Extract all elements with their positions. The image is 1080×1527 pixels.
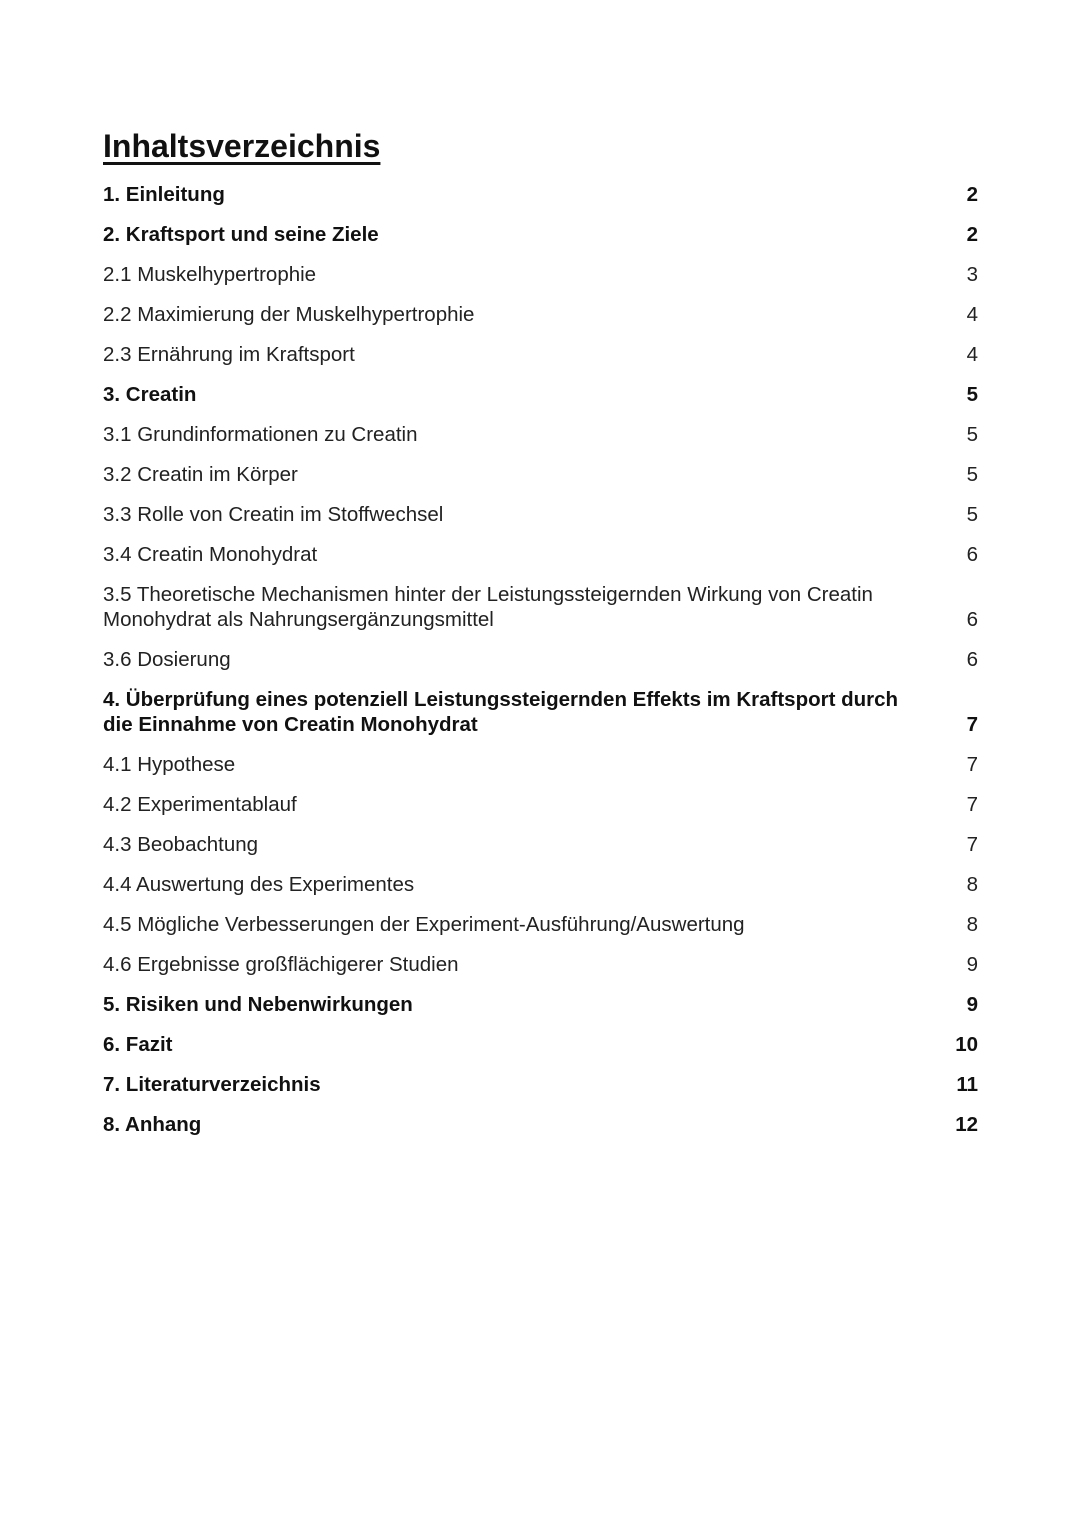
toc-entry-page-number: 5 <box>966 463 978 486</box>
toc-entry[interactable] <box>103 382 978 407</box>
toc-entry-page-number: 6 <box>966 608 978 631</box>
toc-entry-page-number: 12 <box>955 1113 978 1136</box>
toc-entry-title: 1. Einleitung <box>103 183 225 206</box>
toc-entry[interactable] <box>103 647 978 672</box>
toc-entry[interactable] <box>103 342 978 367</box>
toc-entry-title: 3.2 Creatin im Körper <box>103 463 298 486</box>
toc-entry-page-number: 5 <box>966 503 978 526</box>
toc-entry[interactable] <box>103 992 978 1017</box>
toc-entry-page-number: 9 <box>966 993 978 1016</box>
toc-entry[interactable] <box>103 832 978 857</box>
toc-entry-page-number: 9 <box>966 953 978 976</box>
toc-entry-page-number: 8 <box>966 873 978 896</box>
toc-entry-title: 3.3 Rolle von Creatin im Stoffwechsel <box>103 503 444 526</box>
document-page <box>103 126 978 1152</box>
toc-entry-title: 7. Literaturverzeichnis <box>103 1073 321 1096</box>
toc-entry-page-number: 7 <box>966 833 978 856</box>
toc-entry[interactable] <box>103 1072 978 1097</box>
toc-entry[interactable] <box>103 222 978 247</box>
toc-entry-title: 8. Anhang <box>103 1113 202 1136</box>
toc-entry[interactable] <box>103 752 978 777</box>
toc-entry-title: 6. Fazit <box>103 1033 173 1056</box>
toc-entry-page-number: 7 <box>966 713 978 736</box>
toc-entry[interactable] <box>103 952 978 977</box>
toc-entry-page-number: 11 <box>956 1073 978 1096</box>
toc-entry-title: 4.6 Ergebnisse großflächigerer Studien <box>103 953 459 976</box>
toc-entry-page-number: 10 <box>955 1033 978 1056</box>
toc-list <box>103 182 978 1137</box>
toc-entry-page-number: 5 <box>966 383 978 406</box>
toc-entry[interactable] <box>103 502 978 527</box>
toc-entry-title: 4.3 Beobachtung <box>103 833 259 856</box>
toc-entry-title: 3.5 Theoretische Mechanismen hinter der Leistungssteigernden Wirkung von Creatin Monohydrat als Nahrungsergänzungsmittel <box>103 583 873 631</box>
toc-entry-title: 3. Creatin <box>103 383 197 406</box>
toc-entry-page-number: 7 <box>966 753 978 776</box>
toc-entry[interactable] <box>103 1112 978 1137</box>
toc-entry-page-number: 5 <box>966 423 978 446</box>
toc-entry-page-number: 3 <box>966 263 978 286</box>
toc-entry-title: 4.4 Auswertung des Experimentes <box>103 873 415 896</box>
toc-entry[interactable] <box>103 687 978 737</box>
toc-entry-title: 4. Überprüfung eines potenziell Leistungssteigernden Effekts im Kraftsport durch die Einnahme von Creatin Monohydrat <box>103 688 899 736</box>
toc-entry[interactable] <box>103 912 978 937</box>
toc-entry-page-number: 6 <box>966 648 978 671</box>
toc-entry-title: 3.1 Grundinformationen zu Creatin <box>103 423 418 446</box>
toc-entry-page-number: 2 <box>966 223 978 246</box>
toc-entry-page-number: 8 <box>966 913 978 936</box>
toc-entry-page-number: 6 <box>966 543 978 566</box>
toc-entry[interactable] <box>103 462 978 487</box>
toc-entry[interactable] <box>103 582 978 632</box>
toc-entry-page-number: 7 <box>966 793 978 816</box>
toc-entry-title: 4.5 Mögliche Verbesserungen der Experiment-Ausführung/Auswertung <box>103 913 745 936</box>
toc-entry[interactable] <box>103 302 978 327</box>
toc-entry-title: 4.1 Hypothese <box>103 753 236 776</box>
toc-entry[interactable] <box>103 542 978 567</box>
toc-entry-title: 3.6 Dosierung <box>103 648 231 671</box>
toc-entry-title: 2.2 Maximierung der Muskelhypertrophie <box>103 303 475 326</box>
toc-entry-page-number: 2 <box>966 183 978 206</box>
toc-entry-title: 4.2 Experimentablauf <box>103 793 297 816</box>
toc-entry-title: 2. Kraftsport und seine Ziele <box>103 223 379 246</box>
toc-entry[interactable] <box>103 1032 978 1057</box>
toc-entry-title: 2.1 Muskelhypertrophie <box>103 263 317 286</box>
toc-entry[interactable] <box>103 262 978 287</box>
toc-entry-title: 2.3 Ernährung im Kraftsport <box>103 343 355 366</box>
toc-entry-page-number: 4 <box>966 303 978 326</box>
page-title: Inhaltsverzeichnis <box>103 128 381 164</box>
toc-entry[interactable] <box>103 422 978 447</box>
toc-entry-page-number: 4 <box>966 343 978 366</box>
toc-entry-title: 5. Risiken und Nebenwirkungen <box>103 993 413 1016</box>
toc-entry[interactable] <box>103 182 978 207</box>
toc-entry[interactable] <box>103 792 978 817</box>
toc-entry[interactable] <box>103 872 978 897</box>
toc-entry-title: 3.4 Creatin Monohydrat <box>103 543 318 566</box>
